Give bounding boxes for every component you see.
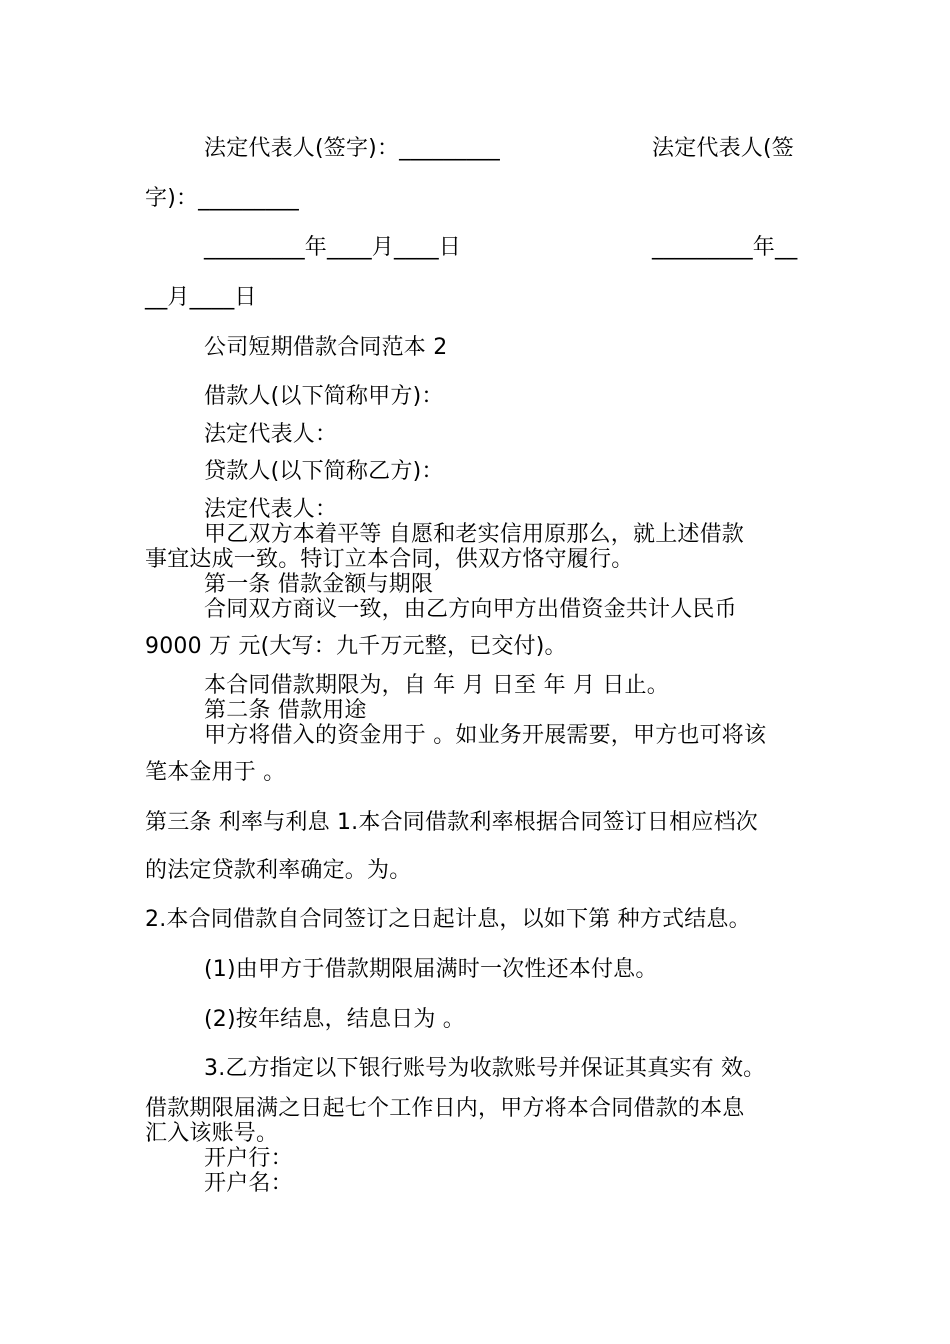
article-3-line-1: 第三条 利率与利息 1.本合同借款利率根据合同签订日相应档次 — [145, 810, 758, 835]
article-3-option-1: (1)由甲方于借款期限届满时一次性还本付息。 — [204, 957, 658, 982]
article-3-line-2: 的法定贷款利率确定。为。 — [145, 858, 412, 883]
article-2-line-1: 甲方将借入的资金用于 。如业务开展需要，甲方也可将该 — [204, 723, 767, 748]
article-3-clause-3-line-3: 汇入该账号。 — [145, 1121, 279, 1146]
article-2-line-2: 笔本金用于 。 — [145, 760, 286, 785]
date-line-right: _________年__ — [652, 235, 798, 260]
signature-line-left: 法定代表人(签字)：_________ — [204, 136, 500, 161]
article-3-clause-3-line-1: 3.乙方指定以下银行账号为收款账号并保证其真实有 效。 — [204, 1056, 766, 1081]
article-2-heading: 第二条 借款用途 — [204, 698, 367, 723]
article-1-line-2: 9000 万 元(大写：九千万元整，已交付)。 — [145, 634, 567, 659]
lender-representative-line: 法定代表人： — [204, 497, 338, 522]
signature-line-right: 法定代表人(签 — [652, 136, 794, 161]
date-line-left: _________年____月____日 — [204, 235, 462, 260]
lender-line: 贷款人(以下简称乙方)： — [204, 459, 444, 484]
article-3-option-2: (2)按年结息，结息日为 。 — [204, 1007, 465, 1032]
article-1-line-1: 合同双方商议一致，由乙方向甲方出借资金共计人民币 — [204, 597, 737, 622]
article-1-line-3: 本合同借款期限为，自 年 月 日至 年 月 日止。 — [204, 673, 669, 698]
borrower-representative-line: 法定代表人： — [204, 422, 338, 447]
article-3-clause-3-line-2: 借款期限届满之日起七个工作日内，甲方将本合同借款的本息 — [145, 1096, 745, 1121]
article-1-heading: 第一条 借款金额与期限 — [204, 572, 434, 597]
date-line-continued: __月____日 — [145, 285, 257, 310]
intro-paragraph-line-2: 事宜达成一致。特订立本合同，供双方恪守履行。 — [145, 547, 634, 572]
account-name-line: 开户名： — [204, 1171, 293, 1196]
signature-line-continued: 字)：_________ — [145, 186, 299, 211]
document-title: 公司短期借款合同范本 2 — [204, 335, 448, 360]
article-3-clause-2: 2.本合同借款自合同签订之日起计息，以如下第 种方式结息。 — [145, 907, 751, 932]
borrower-line: 借款人(以下简称甲方)： — [204, 384, 444, 409]
bank-line: 开户行： — [204, 1146, 293, 1171]
intro-paragraph-line-1: 甲乙双方本着平等 自愿和老实信用原那么，就上述借款 — [204, 522, 744, 547]
